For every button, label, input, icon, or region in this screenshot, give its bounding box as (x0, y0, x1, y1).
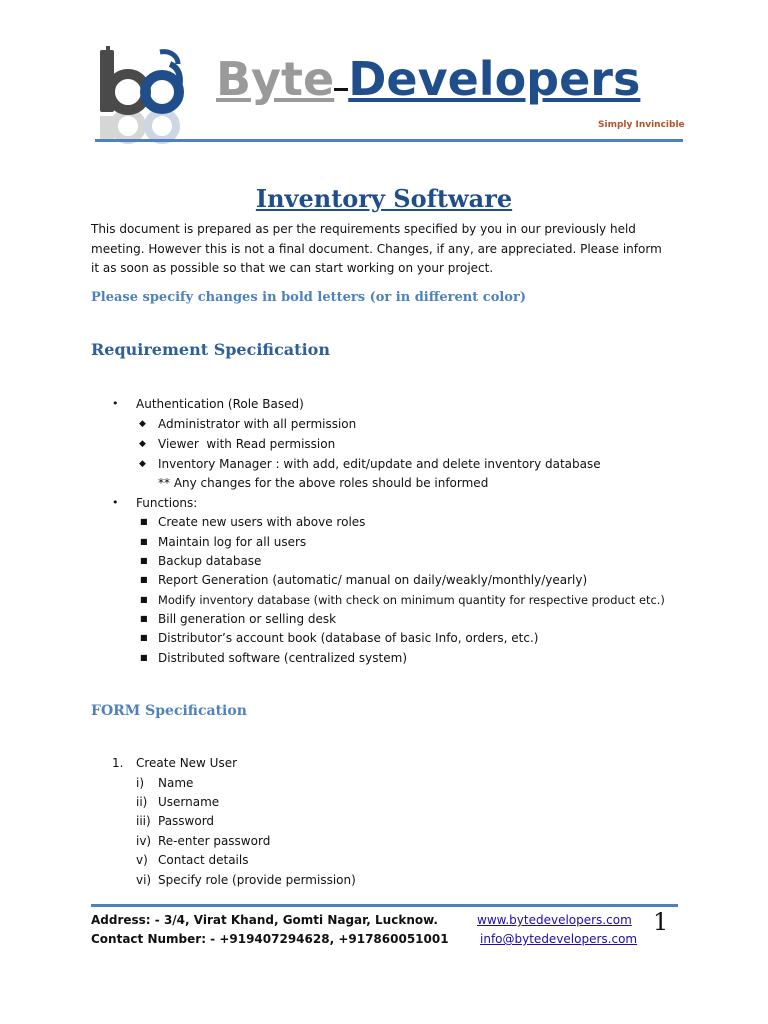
diamond-bullet-icon: ◆ (139, 439, 146, 449)
company-logo (98, 46, 186, 146)
field-numeral: i) (136, 776, 145, 790)
brand-name (216, 52, 640, 107)
page-number: 1 (653, 908, 669, 936)
change-note: Please specify changes in bold letters (or in different color) (91, 290, 526, 305)
brand-underline-gap (334, 88, 348, 91)
diamond-bullet-icon: ◆ (139, 459, 146, 469)
form-heading: FORM Specification (91, 703, 247, 719)
function-item: Distributor’s account book (database of basic Info, orders, etc.) (158, 631, 539, 645)
square-bullet-icon: ■ (140, 575, 148, 584)
field-item: Specify role (provide permission) (158, 873, 356, 887)
website-link[interactable]: www.bytedevelopers.com (477, 913, 632, 927)
function-item: Modify inventory database (with check on minimum quantity for respective product etc.) (158, 593, 665, 607)
square-bullet-icon: ■ (140, 595, 148, 604)
field-item: Username (158, 795, 220, 809)
function-item: Bill generation or selling desk (158, 612, 337, 626)
field-numeral: v) (136, 853, 148, 867)
role-item: Administrator with all permission (158, 417, 357, 431)
header-divider (95, 139, 683, 142)
field-numeral: ii) (136, 795, 148, 809)
field-item: Name (158, 776, 194, 790)
field-numeral: iii) (136, 814, 151, 828)
square-bullet-icon: ■ (140, 517, 148, 526)
role-item: Viewer with Read permission (158, 437, 336, 451)
bullet-dot: • (112, 397, 119, 410)
auth-label: Authentication (Role Based) (136, 397, 304, 411)
square-bullet-icon: ■ (140, 614, 148, 623)
requirement-heading: Requirement Specification (91, 340, 330, 359)
function-item: Create new users with above roles (158, 515, 366, 529)
bullet-dot: • (112, 496, 119, 509)
function-item: Distributed software (centralized system) (158, 651, 407, 665)
role-item: Inventory Manager : with add, edit/update and delete inventory database (158, 457, 601, 471)
footer-contact: Contact Number: - +919407294628, +917860051001 (91, 932, 449, 946)
field-item: Re-enter password (158, 834, 271, 848)
roles-remark: ** Any changes for the above roles should be informed (158, 476, 489, 490)
field-numeral: vi) (136, 873, 152, 887)
intro-paragraph: This document is prepared as per the requirements specified by you in our previously held meeting. However this is not a final document. Changes, if any, are appreciated. Please inform it as soon as possible so that we can start working on your project. (91, 222, 662, 275)
square-bullet-icon: ■ (140, 653, 148, 662)
email-link[interactable]: info@bytedevelopers.com (480, 932, 638, 946)
square-bullet-icon: ■ (140, 537, 148, 546)
functions-label: Functions: (136, 496, 198, 510)
function-item: Maintain log for all users (158, 535, 307, 549)
square-bullet-icon: ■ (140, 633, 148, 642)
form-label: Create New User (136, 756, 238, 770)
footer-divider (91, 904, 678, 907)
field-item: Password (158, 814, 215, 828)
document-title: Inventory Software (255, 184, 513, 213)
function-item: Report Generation (automatic/ manual on daily/weakly/monthly/yearly) (158, 573, 588, 587)
footer-address: Address: - 3/4, Virat Khand, Gomti Nagar, Lucknow. (91, 913, 438, 927)
form-number: 1. (112, 756, 124, 770)
diamond-bullet-icon: ◆ (139, 419, 146, 429)
square-bullet-icon: ■ (140, 556, 148, 565)
field-numeral: iv) (136, 834, 152, 848)
tagline: Simply Invincible (598, 120, 685, 130)
function-item: Backup database (158, 554, 262, 568)
brand-byte: Byte (216, 52, 335, 106)
brand-developers: Developers (348, 52, 641, 106)
field-item: Contact details (158, 853, 249, 867)
